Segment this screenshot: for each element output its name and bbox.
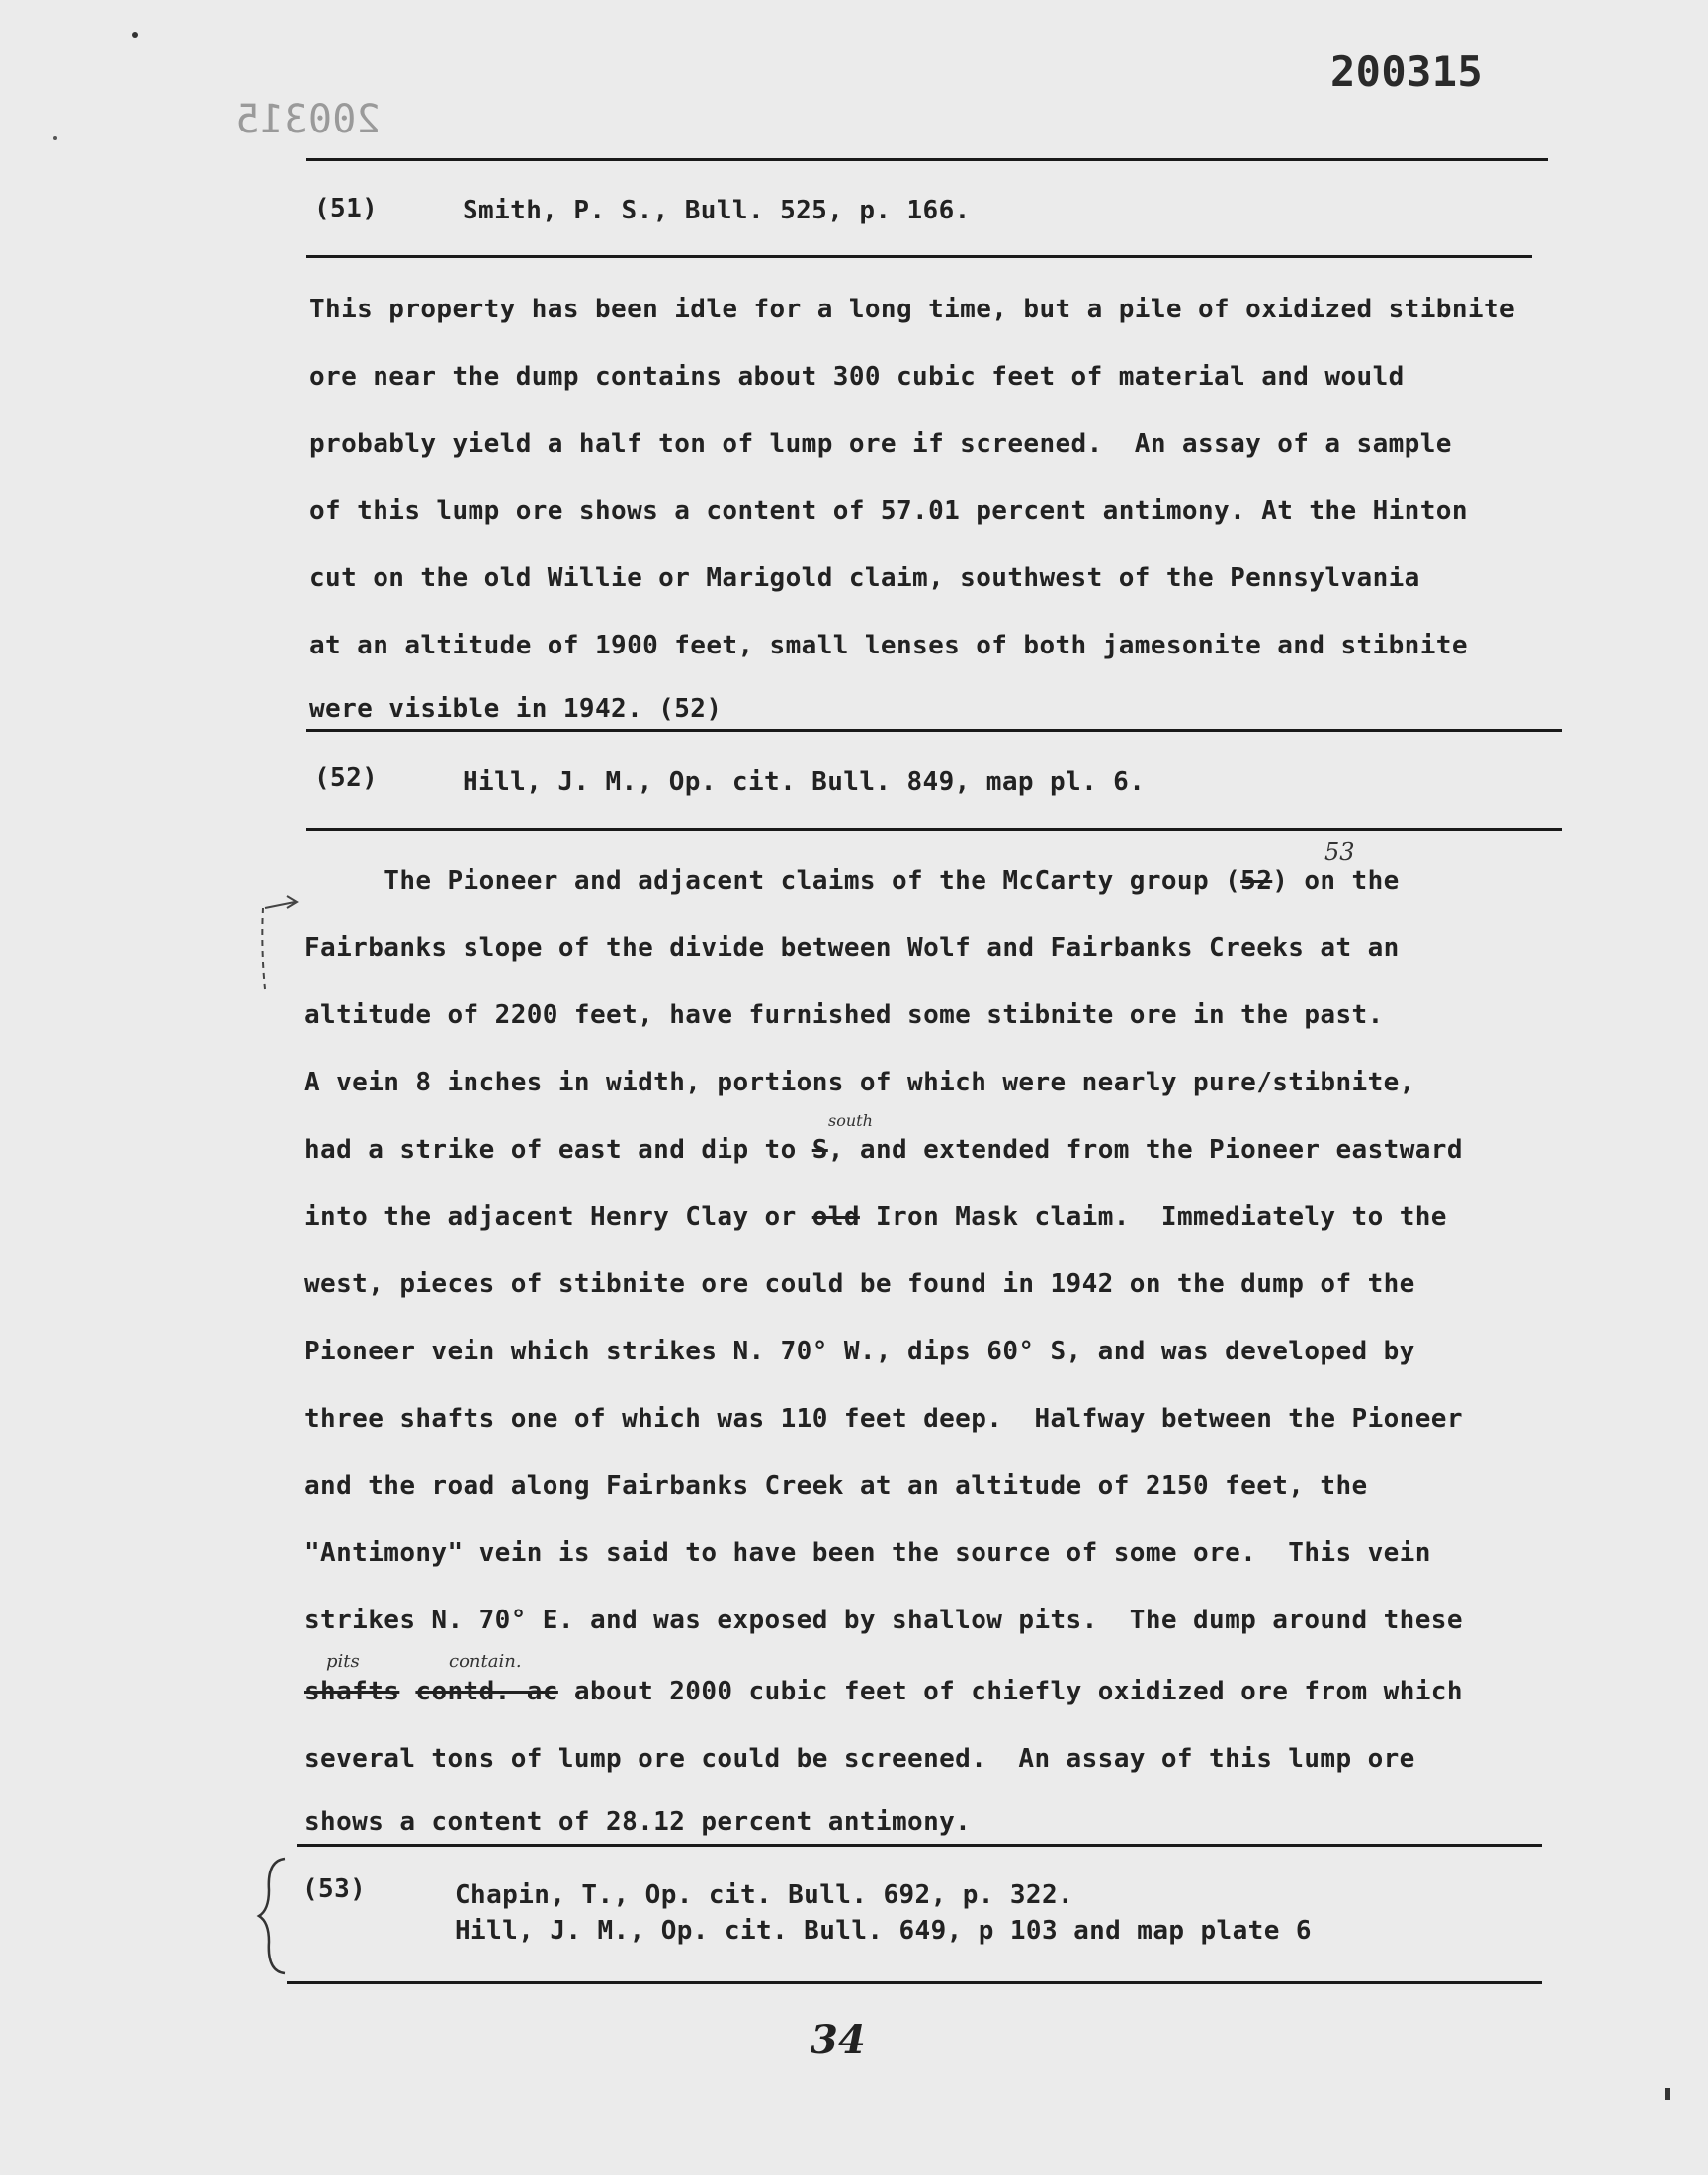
text-line: The Pioneer and adjacent claims of the McCarty group (52) on the: [304, 866, 1400, 896]
scan-speck: [1665, 2088, 1670, 2100]
text-line: Pioneer vein which strikes N. 70° W., dips 60° S, and was developed by: [304, 1337, 1415, 1366]
text-line: were visible in 1942. (52): [309, 694, 723, 724]
handwritten-pits: pits: [326, 1651, 360, 1672]
rule-bottom-51: [306, 255, 1532, 258]
text-line: This property has been idle for a long time, but a pile of oxidized stibnite: [309, 295, 1516, 324]
handwritten-contain: contain.: [449, 1651, 522, 1672]
scan-speck: [132, 32, 138, 38]
scan-speck: [53, 136, 57, 140]
text-line: altitude of 2200 feet, have furnished some stibnite ore in the past.: [304, 1000, 1384, 1030]
text-line: three shafts one of which was 110 feet deep. Halfway between the Pioneer: [304, 1404, 1463, 1434]
text-line: "Antimony" vein is said to have been the source of some ore. This vein: [304, 1538, 1431, 1568]
footnote-53-citation-1: Chapin, T., Op. cit. Bull. 692, p. 322.: [455, 1880, 1074, 1910]
rule-top-51: [306, 158, 1548, 161]
footnote-53-citation-2: Hill, J. M., Op. cit. Bull. 649, p 103 and map plate 6: [455, 1916, 1312, 1946]
text-line: into the adjacent Henry Clay or old Iron Mask claim. Immediately to the: [304, 1202, 1447, 1232]
text-line: of this lump ore shows a content of 57.01 percent antimony. At the Hinton: [309, 496, 1468, 526]
rule-top-52: [306, 729, 1562, 732]
handwritten-south: south: [828, 1111, 873, 1130]
text-line: Fairbanks slope of the divide between Wolf and Fairbanks Creeks at an: [304, 933, 1400, 963]
margin-bracket-mark: [255, 890, 314, 999]
text-line: probably yield a half ton of lump ore if screened. An assay of a sample: [309, 429, 1452, 459]
footnote-53-brace-mark: [255, 1851, 304, 1979]
text-line: A vein 8 inches in width, portions of which were nearly pure/stibnite,: [304, 1068, 1415, 1097]
text-line: shafts contd. ac about 2000 cubic feet of chiefly oxidized ore from which: [304, 1677, 1463, 1706]
footnote-51-marker: (51): [314, 194, 379, 223]
rule-bottom-52: [306, 828, 1562, 831]
rule-top-53: [297, 1844, 1542, 1847]
footnote-52-marker: (52): [314, 763, 379, 793]
text-line: had a strike of east and dip to S, and extended from the Pioneer eastward: [304, 1135, 1463, 1165]
footnote-51-citation: Smith, P. S., Bull. 525, p. 166.: [463, 196, 971, 225]
handwritten-53: 53: [1324, 838, 1355, 866]
mirrored-bleedthrough-number: 200315: [234, 97, 381, 142]
footnote-52-citation: Hill, J. M., Op. cit. Bull. 849, map pl. 6.: [463, 767, 1146, 797]
text-line: cut on the old Willie or Marigold claim, southwest of the Pennsylvania: [309, 564, 1420, 593]
document-number: 200315: [1330, 47, 1484, 96]
text-line: ore near the dump contains about 300 cubic feet of material and would: [309, 362, 1405, 392]
footnote-53-marker: (53): [302, 1874, 367, 1904]
page-number: 34: [811, 2017, 866, 2063]
text-line: and the road along Fairbanks Creek at an altitude of 2150 feet, the: [304, 1471, 1368, 1501]
text-line: several tons of lump ore could be screened. An assay of this lump ore: [304, 1744, 1415, 1774]
text-line: west, pieces of stibnite ore could be found in 1942 on the dump of the: [304, 1269, 1415, 1299]
text-line: at an altitude of 1900 feet, small lenses of both jamesonite and stibnite: [309, 631, 1468, 660]
text-line: shows a content of 28.12 percent antimony.: [304, 1807, 972, 1837]
text-line: strikes N. 70° E. and was exposed by shallow pits. The dump around these: [304, 1606, 1463, 1635]
rule-bottom-53: [287, 1981, 1542, 1984]
